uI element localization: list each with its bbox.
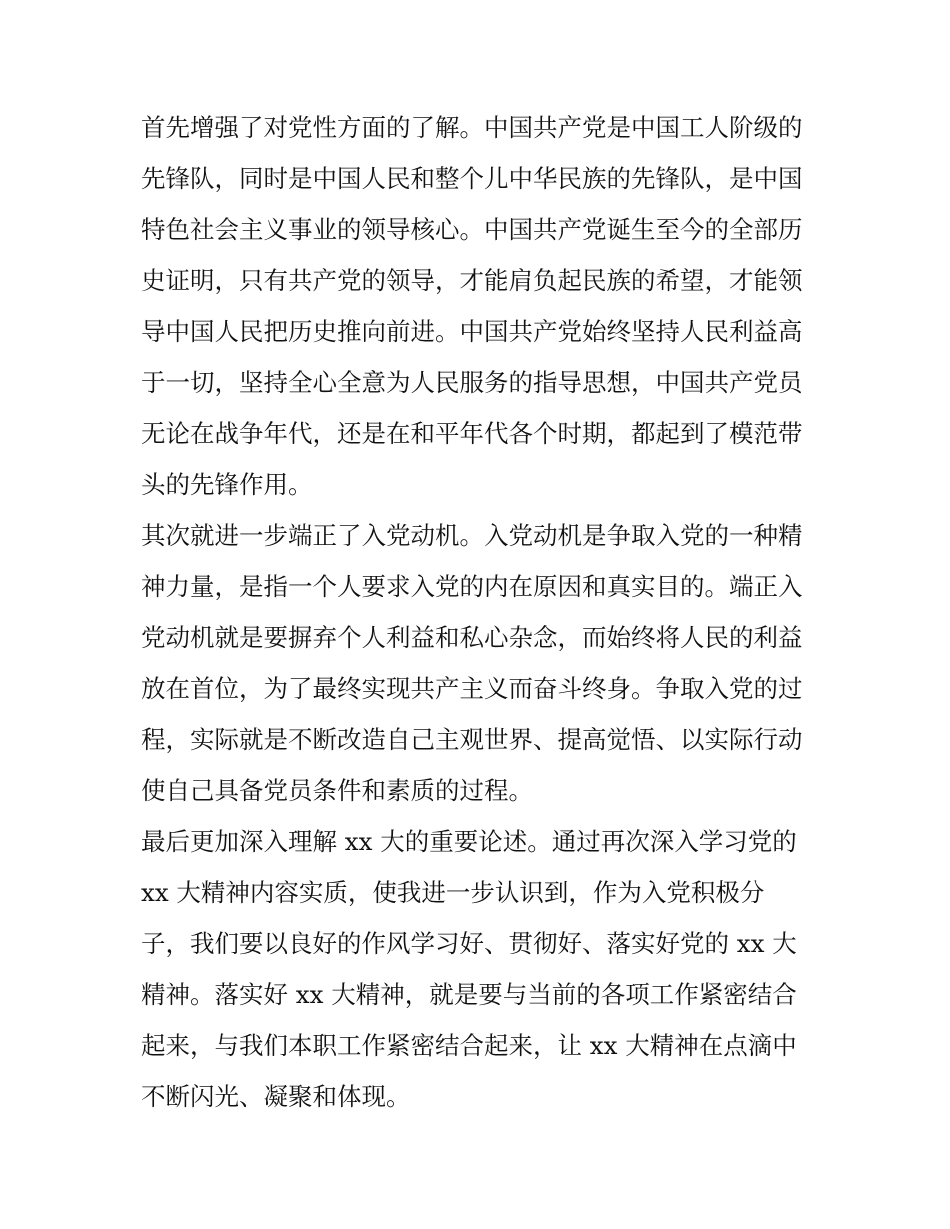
paragraph-party-nature [141, 102, 821, 510]
paragraph-line: 先锋队，同时是中国人民和整个儿中华民族的先锋队，是中国 [141, 164, 803, 193]
paragraph-line: 党动机就是要摒弃个人利益和私心杂念，而始终将人民的利益 [141, 623, 803, 652]
paragraph-line: 无论在战争年代，还是在和平年代各个时期，都起到了模范带 [141, 419, 803, 448]
paragraph-line: 子，我们要以良好的作风学习好、贯彻好、落实好党的 xx 大 [141, 929, 797, 958]
paragraph-line: 程，实际就是不断改造自己主观世界、提高觉悟、以实际行动 [141, 725, 803, 754]
paragraph-line: 特色社会主义事业的领导核心。中国共产党诞生至今的全部历 [141, 215, 803, 244]
paragraph-line: 于一切，坚持全心全意为人民服务的指导思想，中国共产党员 [141, 368, 803, 397]
paragraph-line: 其次就进一步端正了入党动机。入党动机是争取入党的一种精 [141, 521, 803, 550]
paragraph-line: 放在首位，为了最终实现共产主义而奋斗终身。争取入党的过 [141, 674, 803, 703]
document-body [141, 102, 821, 1122]
paragraph-line: 神力量，是指一个人要求入党的内在原因和真实目的。端正入 [141, 572, 803, 601]
paragraph-line: 使自己具备党员条件和素质的过程。 [141, 776, 533, 805]
paragraph-line: 首先增强了对党性方面的了解。中国共产党是中国工人阶级的 [141, 113, 803, 142]
paragraph-line: 导中国人民把历史推向前进。中国共产党始终坚持人民利益高 [141, 317, 803, 346]
paragraph-line: 史证明，只有共产党的领导，才能肩负起民族的希望，才能领 [141, 266, 803, 295]
paragraph-line: 起来，与我们本职工作紧密结合起来，让 xx 大精神在点滴中 [141, 1031, 797, 1060]
paragraph-line: 不断闪光、凝聚和体现。 [141, 1082, 411, 1111]
paragraph-line: xx 大精神内容实质，使我进一步认识到，作为入党积极分 [141, 878, 765, 907]
paragraph-line: 头的先锋作用。 [141, 470, 313, 499]
paragraph-motivation [141, 510, 821, 816]
paragraph-line: 精神。落实好 xx 大精神，就是要与当前的各项工作紧密结合 [141, 980, 797, 1009]
paragraph-congress-spirit [141, 816, 821, 1122]
paragraph-line: 最后更加深入理解 xx 大的重要论述。通过再次深入学习党的 [141, 827, 797, 856]
